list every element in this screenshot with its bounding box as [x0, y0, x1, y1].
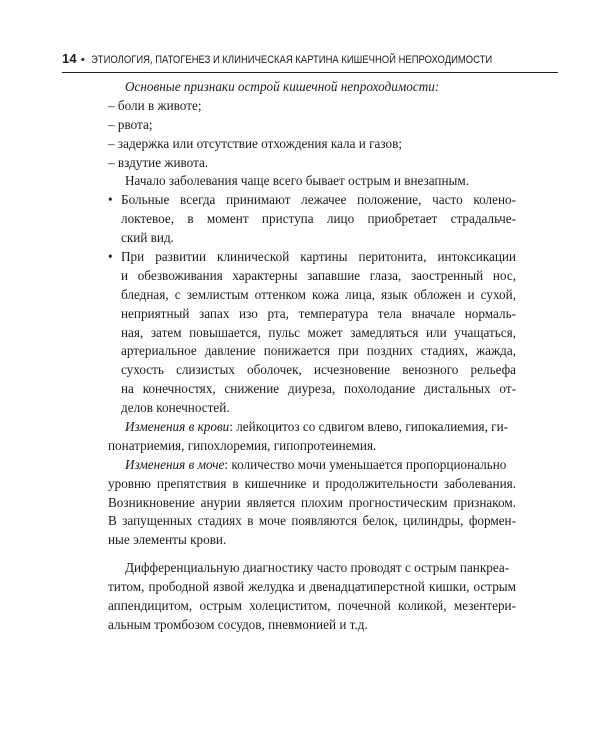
blood-changes-line: понатриемия, гипохлоремия, гипопротеинемия.: [108, 437, 377, 453]
sign-item: – задержка или отсутствие отхождения кала и газов;: [108, 135, 402, 151]
sign-item: – рвота;: [108, 116, 153, 132]
bullet-line: неприятный запах изо рта, температура тела вначале нормаль-: [121, 305, 516, 321]
urine-label: Изменения в моче: [125, 456, 225, 472]
bullet-item: [108, 248, 516, 418]
bullet-line: и обезвоживания характерны запавшие глаза, заостренный нос,: [121, 267, 516, 283]
page-body: [108, 78, 516, 635]
signs-heading: Основные признаки острой кишечной непроходимости:: [125, 79, 440, 94]
chapter-title: ЭТИОЛОГИЯ, ПАТОГЕНЕЗ И КЛИНИЧЕСКАЯ КАРТИНА КИШЕЧНОЙ НЕПРОХОДИМОСТИ: [90, 54, 492, 66]
page-number: 14: [62, 51, 77, 66]
bullet-item: [108, 191, 516, 248]
blood-changes-line: [125, 418, 516, 437]
diff-line: титом, прободной язвой желудка и двенадцатиперстной кишки, острым: [108, 579, 516, 595]
blood-label: Изменения в крови: [125, 419, 230, 435]
bullet-line: ная, затем повышается, пульс может замедляться или учащаться,: [121, 324, 516, 340]
urine-line: Возникновение анурии является плохим прогностическим признаком.: [108, 494, 516, 510]
urine-line: ные элементы крови.: [108, 532, 227, 548]
urine-text: : количество мочи уменьшается пропорционально: [224, 456, 507, 472]
bullet-line: на конечностях, снижение диуреза, похолодание дистальных от-: [121, 381, 516, 397]
diff-line: аппендицитом, острым холециститом, почечной коликой, мезентери-: [108, 598, 516, 614]
urine-line: уровню препятствия в кишечнике и продолжительности заболевания.: [108, 475, 516, 491]
bullet-line: При развитии клинической картины перитонита, интоксикации: [121, 249, 516, 265]
bullet-mark: •: [108, 192, 113, 208]
bullet-line: ский вид.: [121, 230, 174, 246]
bullet-line: локтевое, в момент приступа лицо приобретает страдальче-: [121, 211, 516, 227]
diff-line: альным тромбозом сосудов, пневмонией и т.д.: [108, 616, 368, 632]
running-header: [62, 50, 558, 73]
bullet-line: артериальное давление понижается при поздних стадиях, жажда,: [121, 343, 516, 359]
bullet-line: Больные всегда принимают лежачее положение, часто колено-: [121, 192, 516, 208]
diff-line: Дифференциальную диагностику часто проводят с острым панкреа-: [125, 560, 510, 576]
sign-item: – вздутие живота.: [108, 154, 209, 170]
urine-changes-line: [125, 456, 516, 475]
bullet-line: бледная, с землистым оттенком кожа лица, язык обложен и сухой,: [121, 286, 516, 302]
blood-text: : лейкоцитоз со сдвигом влево, гипокалиемия, ги-: [229, 419, 509, 435]
sign-item: – боли в животе;: [108, 97, 202, 113]
bullet-mark: •: [108, 249, 113, 265]
onset-paragraph: Начало заболевания чаще всего бывает острым и внезапным.: [125, 173, 470, 189]
header-bullet: •: [80, 54, 85, 66]
urine-line: В запущенных стадиях в моче появляются белок, цилиндры, формен-: [108, 513, 516, 529]
bullet-line: сухость слизистых оболочек, исчезновение венозного рельефа: [121, 362, 516, 378]
bullet-line: делов конечностей.: [121, 400, 230, 416]
